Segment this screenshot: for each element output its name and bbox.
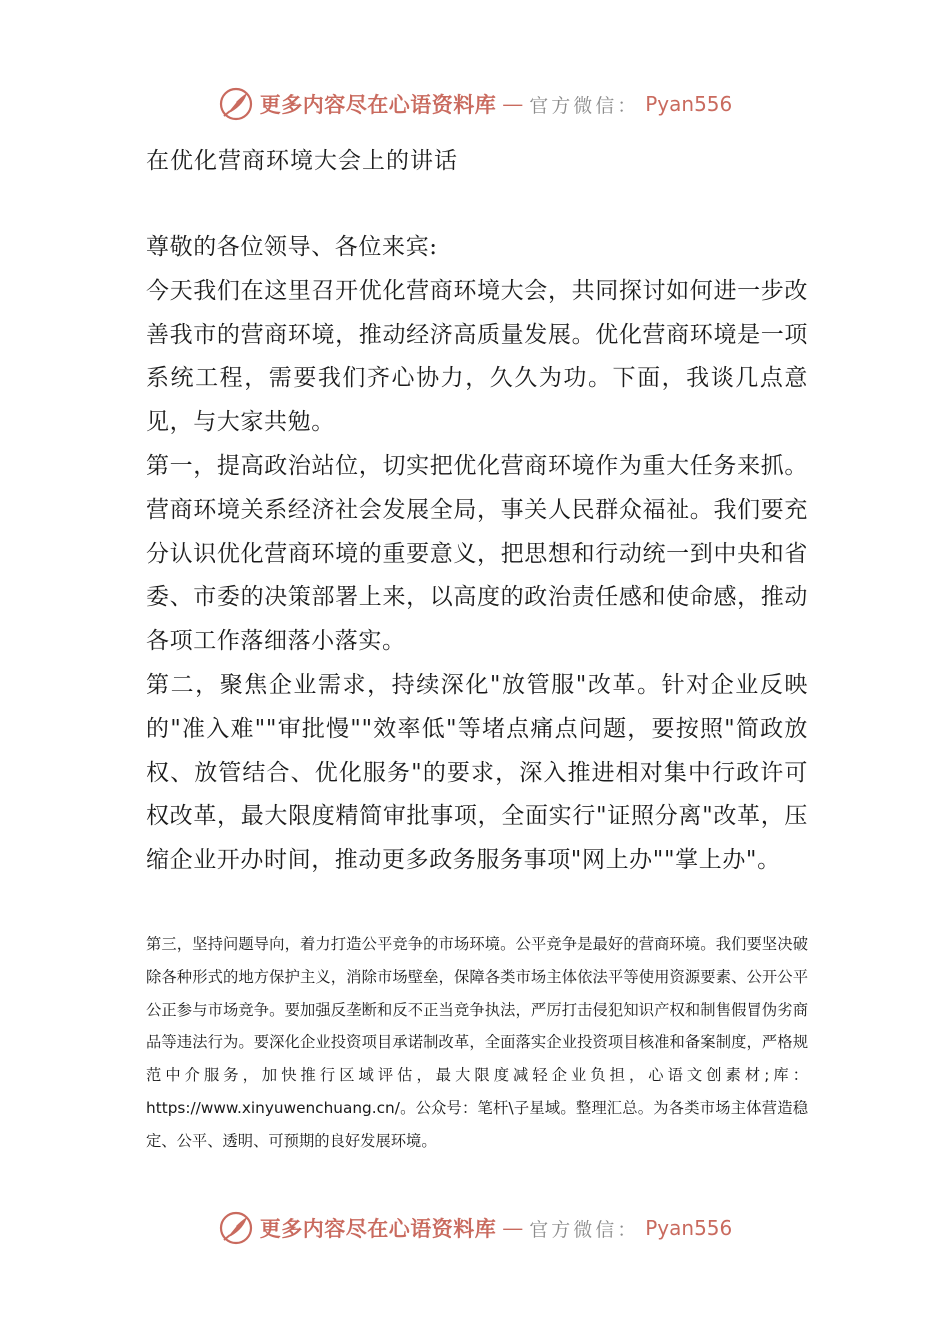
- banner-dash: —: [502, 1216, 524, 1240]
- banner-dash: —: [502, 92, 524, 116]
- quill-pen-logo-icon: [218, 86, 254, 122]
- paragraph-first: 第一，提高政治站位，切实把优化营商环境作为重大任务来抓。营商环境关系经济社会发展全局，事关人民群众福祉。我们要充分认识优化营商环境的重要意义，把思想和行动统一到中央和省委、市委的决策部署上来，以高度的政治责任感和使命感，推动各项工作落细落小落实。: [146, 452, 808, 655]
- quill-pen-logo-icon: [218, 1210, 254, 1246]
- speech-body: [146, 226, 808, 883]
- banner-wechat-id: Pyan556: [645, 92, 733, 116]
- paragraph-second: 第二，聚焦企业需求，持续深化"放管服"改革。针对企业反映的"准入难""审批慢""效率低"等堵点痛点问题，要按照"简政放权、放管结合、优化服务"的要求，深入推进相对集中行政许可权改革，最大限度精简审批事项，全面实行"证照分离"改革，压缩企业开办时间，推动更多政务服务事项"网上办""掌上办"。: [146, 671, 808, 874]
- banner-tagline: 更多内容尽在心语资料库: [259, 92, 497, 117]
- banner-wechat-label: 官方微信：: [529, 1218, 640, 1241]
- salutation: 尊敬的各位领导、各位来宾:: [146, 234, 438, 260]
- paragraph-intro: 今天我们在这里召开优化营商环境大会，共同探讨如何进一步改善我市的营商环境，推动经济高质量发展。优化营商环境是一项系统工程，需要我们齐心协力，久久为功。下面，我谈几点意见，与大家共勉。: [146, 277, 808, 436]
- footer-banner: [0, 1208, 950, 1248]
- banner-tagline: 更多内容尽在心语资料库: [259, 1216, 497, 1241]
- banner-wechat-id: Pyan556: [645, 1216, 733, 1240]
- document-title: 在优化营商环境大会上的讲话: [146, 148, 458, 174]
- paragraph-third: 第三，坚持问题导向，着力打造公平竞争的市场环境。公平竞争是最好的营商环境。我们要坚决破除各种形式的地方保护主义，消除市场壁垒，保障各类市场主体依法平等使用资源要素、公开公平公正参与市场竞争。要加强反垄断和反不正当竞争执法，严厉打击侵犯知识产权和制售假冒伪劣商品等违法行为。要深化企业投资项目承诺制改革，全面落实企业投资项目核准和备案制度，严格规范中介服务，加快推行区域评估，最大限度减轻企业负担，心语文创素材;库：https://www.xinyuwenchuang.cn/。公众号：笔杆\子星域。整理汇总。为各类市场主体营造稳定、公平、透明、可预期的良好发展环境。: [146, 935, 808, 1150]
- banner-wechat-label: 官方微信：: [529, 94, 640, 117]
- header-banner: [0, 84, 950, 124]
